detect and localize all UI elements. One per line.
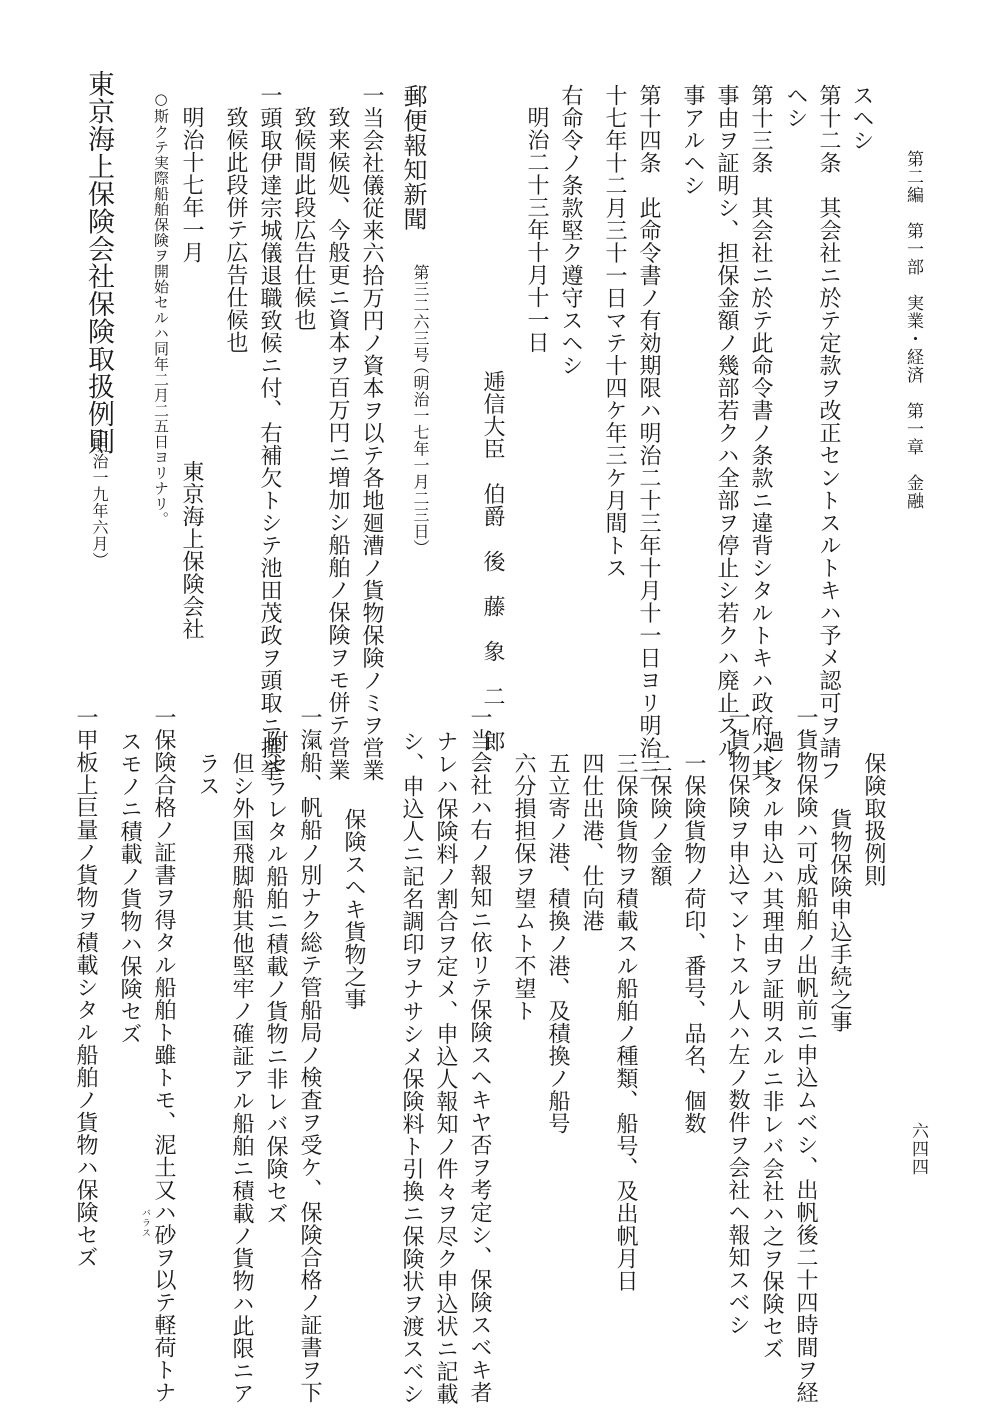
text-line: 四仕出港、仕向港 xyxy=(579,752,604,932)
text-line: 事由ヲ証明シ、担保金額ノ幾部若クハ全部ヲ停止シ若クハ廃止スル xyxy=(714,84,739,759)
text-line: 一頭取伊達宗城儀退職致候ニ付、右補欠トシテ池田茂政ヲ頭取ニ撰挙 xyxy=(257,84,282,782)
text-line: 附セラレタル船舶ニ積載ノ貨物ニ非レバ保険セズ xyxy=(263,730,288,1225)
text-line: 六分損担保ヲ望ムト不望ト xyxy=(511,752,536,1022)
date-line: 明治二十三年十月十一日 xyxy=(524,106,549,354)
text-line: ラス xyxy=(195,752,220,797)
subsection-heading: 保険スヘキ貨物之事 xyxy=(341,808,366,1011)
text-line: 一滊船、帆船ノ別ナク総テ管船局ノ検査ヲ受ケ、保険合格ノ証書ヲ下 xyxy=(297,706,322,1404)
page-number: 六四四 xyxy=(908,1122,928,1176)
text-line: 但シ外国飛脚船其他堅牢ノ確証アル船舶ニ積載ノ貨物ハ此限ニア xyxy=(229,752,254,1405)
text-line: 十七年十二月三十一日マテ十四ケ年三ケ月間トス xyxy=(602,84,627,579)
text-line: シ、申込人ニ記名調印ヲナサシメ保険料ト引換ニ保険状ヲ渡スベシ xyxy=(399,730,424,1405)
editor-note: ○斯クテ実際船舶保険ヲ開始セルハ同年二月二五日ヨリナリ。 xyxy=(152,90,170,527)
text-line: 致来候処、今般更ニ資本ヲ百万円ニ増加シ船舶ノ保険ヲモ併テ営業 xyxy=(325,106,350,781)
running-header: 第二編 第一部 実業・経済 第一章 金融 xyxy=(903,150,923,510)
text-line: 一貨物保険ハ可成船舶ノ出帆前ニ申込ムベシ、出帆後二十四時間ヲ経 xyxy=(793,706,818,1404)
text-line: 二保険ノ金額 xyxy=(647,752,672,887)
signature-line: 逓信大臣 伯爵 後 藤 象 二 郎 xyxy=(480,370,505,753)
company-name: 東京海上保険会社 xyxy=(179,460,204,640)
text-line: 致候此段併テ広告仕候也 xyxy=(223,106,248,354)
date-line: 明治十七年一月 xyxy=(179,106,204,264)
newspaper-issue: 第三二六三号 xyxy=(411,264,430,363)
text-line: ナレハ保険料ノ割合ヲ定メ、申込人報知ノ件々ヲ尽ク申込状ニ記載 xyxy=(433,730,458,1405)
text-line: スモノニ積載ノ貨物ハ保険セズ xyxy=(117,730,142,1045)
text-line: ヘシ xyxy=(783,84,808,129)
text-line: 一当会社ハ右ノ報知ニ依リテ保険スヘキヤ否ヲ考定シ、保険スベキ者 xyxy=(467,706,492,1404)
newspaper-date: （明治一七年一月二三日） xyxy=(411,358,430,556)
section-date: （明治一九年六月） xyxy=(90,420,109,569)
text-line: 第十四条 此命令書ノ有効期限ハ明治二十三年十月十一日ヨリ明治三 xyxy=(636,84,661,782)
rules-title: 保険取扱例則 xyxy=(861,752,886,887)
newspaper-name: 郵便報知新聞 xyxy=(399,84,427,231)
text-line: 第十二条 其会社ニ於テ定款ヲ改正セントスルトキハ予メ認可ヲ請フ xyxy=(816,84,841,782)
text-line: 事アルヘシ xyxy=(680,84,705,197)
text-line: 一保険合格ノ証書ヲ得タル船舶ト雖トモ、泥土又ハ砂ヲ以テ軽荷トナ xyxy=(151,706,176,1404)
text-line: 第十三条 其会社ニ於テ此命令書ノ条款ニ違背シタルトキハ政府ハ其 xyxy=(748,84,773,782)
text-line: 過シタル申込ハ其理由ヲ証明スルニ非レバ会社ハ之ヲ保険セズ xyxy=(759,730,784,1360)
text-line: 右命令ノ条款堅ク遵守スヘシ xyxy=(558,84,583,377)
section-title: 東京海上保険会社保険取扱例則 xyxy=(83,70,114,455)
text-line: 一甲板上巨量ノ貨物ヲ積載シタル船舶ノ貨物ハ保険セズ xyxy=(73,706,98,1269)
subsection-heading: 貨物保険申込手続之事 xyxy=(827,808,852,1033)
text-line: 一保険貨物ノ荷印、番号、品名、個数 xyxy=(681,752,706,1135)
text-line: スヘシ xyxy=(849,84,874,152)
text-line: 一当会社儀従来六拾万円ノ資本ヲ以テ各地廻漕ノ貨物保険ノミヲ営業 xyxy=(359,84,384,782)
text-line: 致候間此段広告仕候也 xyxy=(291,106,316,331)
text-line: 五立寄ノ港、積換ノ港、及積換ノ船号 xyxy=(545,752,570,1135)
text-line: 一貨物保険ヲ申込マントスル人ハ左ノ数件ヲ会社ヘ報知スベシ xyxy=(725,706,750,1336)
text-line: 三保険貨物ヲ積載スル船舶ノ種類、船号、及出帆月日 xyxy=(613,752,638,1292)
ruby-annotation: バラス xyxy=(140,1208,150,1238)
